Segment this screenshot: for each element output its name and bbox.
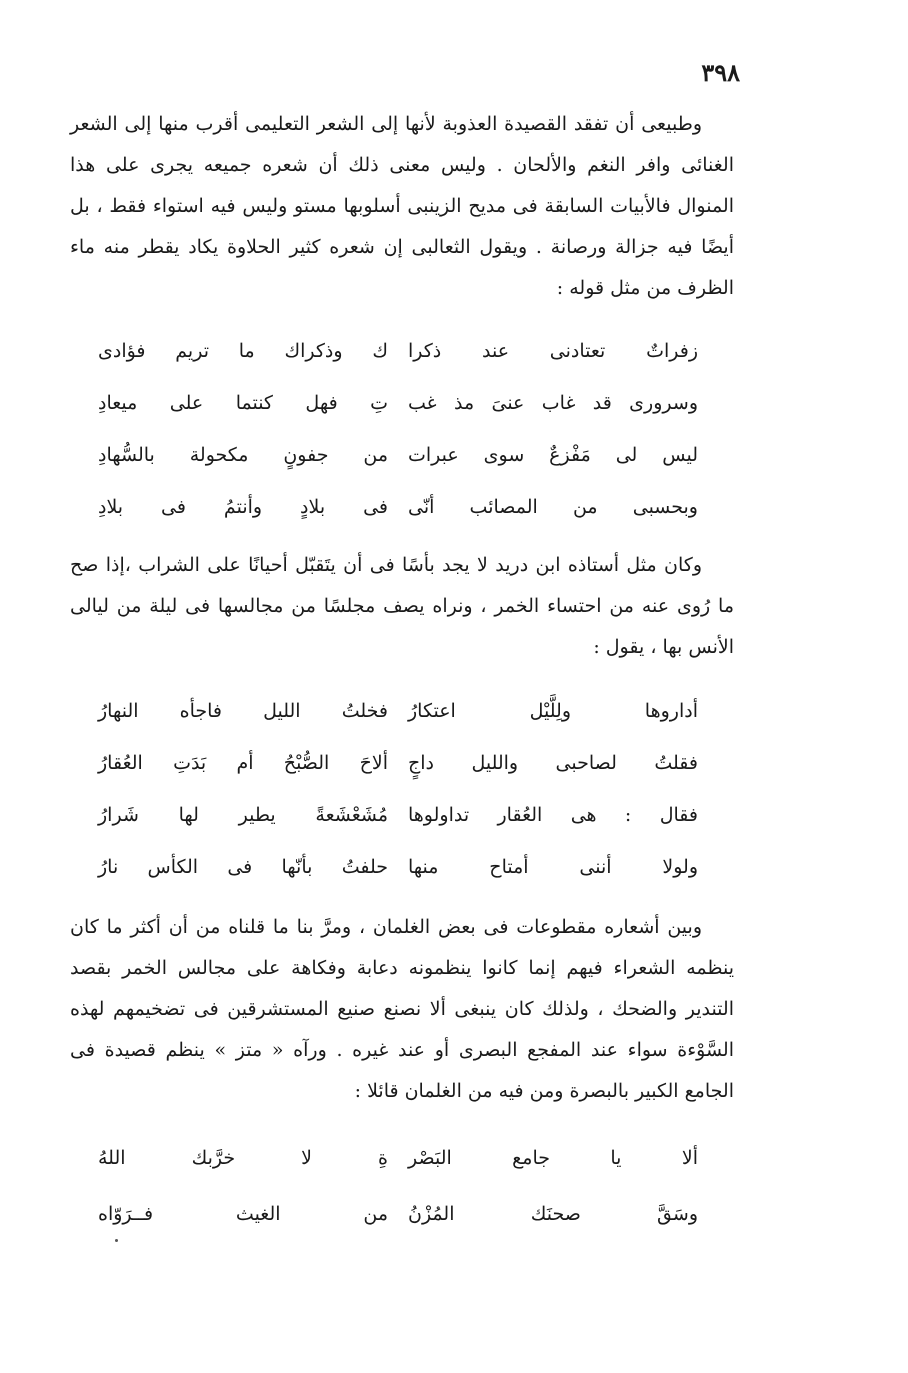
poem-2-line	[98, 737, 698, 789]
paragraph-1-text: وطبيعى أن تفقد القصيدة العذوبة لأنها إلى الشعر التعليمى أقرب منها إلى الشعر الغنائى وافر النغم والألحان . وليس معنى ذلك أن شعره جميعه يجرى على هذا المنوال فالأبيات السابقة فى مديح الزينبى أسلوبها مستو وليس فيه استواء فقط ، بل أيضًا فيه جزالة ورصانة . ويقول الثعالبى إن شعره كثير الحلاوة يكاد يقطر منه ماء الظرف من مثل قوله :	[70, 113, 734, 299]
paragraph-1	[70, 104, 734, 309]
page-number: ٣٩٨	[701, 58, 740, 87]
hemistich-first: زفراتٌ تعتادنى عند ذكرا	[408, 340, 698, 362]
poem-1-line	[98, 481, 698, 533]
hemistich-first: فقلتُ لصاحبى والليل داجٍ	[408, 752, 698, 774]
poem-1-line	[98, 429, 698, 481]
poem-3-line	[98, 1130, 698, 1186]
poem-2	[98, 685, 698, 893]
hemistich-first: وسَقَّ صحنَك المُزْنُ	[408, 1203, 698, 1225]
hemistich-second: مُشَعْشَعةً يطير لها شَرارُ	[98, 804, 388, 826]
hemistich-second: تِ فهل كنتما على ميعادِ	[98, 392, 388, 414]
hemistich-first: وبحسبى من المصائب أنّى	[408, 496, 698, 518]
hemistich-first: ليس لى مَفْزعٌ سوى عبرات	[408, 444, 698, 466]
paragraph-3	[70, 907, 734, 1112]
poem-3-line	[98, 1186, 698, 1242]
hemistich-second: ةِ لا خرَّبك اللهُ	[98, 1147, 388, 1169]
hemistich-second: فى بلادٍ وأنتمُ فى بلادِ	[98, 496, 388, 518]
hemistich-first: أداروها ولِلَّيْل اعتكارُ	[408, 700, 698, 722]
hemistich-first: وسرورى قد غاب عنىَ مذ غب	[408, 392, 698, 414]
hemistich-second: فخلتُ الليل فاجأه النهارُ	[98, 700, 388, 722]
poem-2-line	[98, 789, 698, 841]
hemistich-first: ألا يا جامع البَصْر	[408, 1147, 698, 1169]
hemistich-first: ولولا أننى أمتاح منها	[408, 856, 698, 878]
paragraph-3-text: وبين أشعاره مقطوعات فى بعض الغلمان ، ومرَّ بنا ما قلناه من أن أكثر ما كان ينظمه الشعراء فيهم إنما كانوا ينظمونه دعابة وفكاهة على مجالس الخمر بقصد التندير والضحك ، ولذلك كان ينبغى ألا نصنع صنيع المستشرقين فى تضخيمهم لهذه السَّوْءة سواء عند المفجع البصرى أو عند غيره . ورآه « متز » ينظم قصيدة فى الجامع الكبير بالبصرة ومن فيه من الغلمان قائلا :	[70, 916, 734, 1102]
paragraph-2	[70, 545, 734, 668]
hemistich-second: ألاحَ الصُّبْحُ أم بَدَتِ العُقارُ	[98, 752, 388, 774]
poem-1	[98, 325, 698, 533]
poem-1-line	[98, 377, 698, 429]
poem-1-line	[98, 325, 698, 377]
paragraph-2-text: وكان مثل أستاذه ابن دريد لا يجد بأسًا فى أن يتَقبّل أحيانًا على الشراب ،إذا صح ما رُوى عنه من احتساء الخمر ، ونراه يصف مجلسًا من مجالسها فى ليلة من ليالى الأنس بها ، يقول :	[70, 554, 734, 658]
poem-2-line	[98, 685, 698, 737]
hemistich-second: من جفونٍ مكحولة بالسُّهادِ	[98, 444, 388, 466]
hemistich-second: من الغيث فــرَوّاه	[98, 1203, 388, 1225]
hemistich-second: حلفتُ بأنّها فى الكأس نارُ	[98, 856, 388, 878]
poem-3	[98, 1130, 698, 1242]
hemistich-second: ك وذكراك ما تريم فؤادى	[98, 340, 388, 362]
poem-2-line	[98, 841, 698, 893]
hemistich-first: فقال : هى العُقار تداولوها	[408, 804, 698, 826]
stray-dot	[115, 1239, 118, 1242]
